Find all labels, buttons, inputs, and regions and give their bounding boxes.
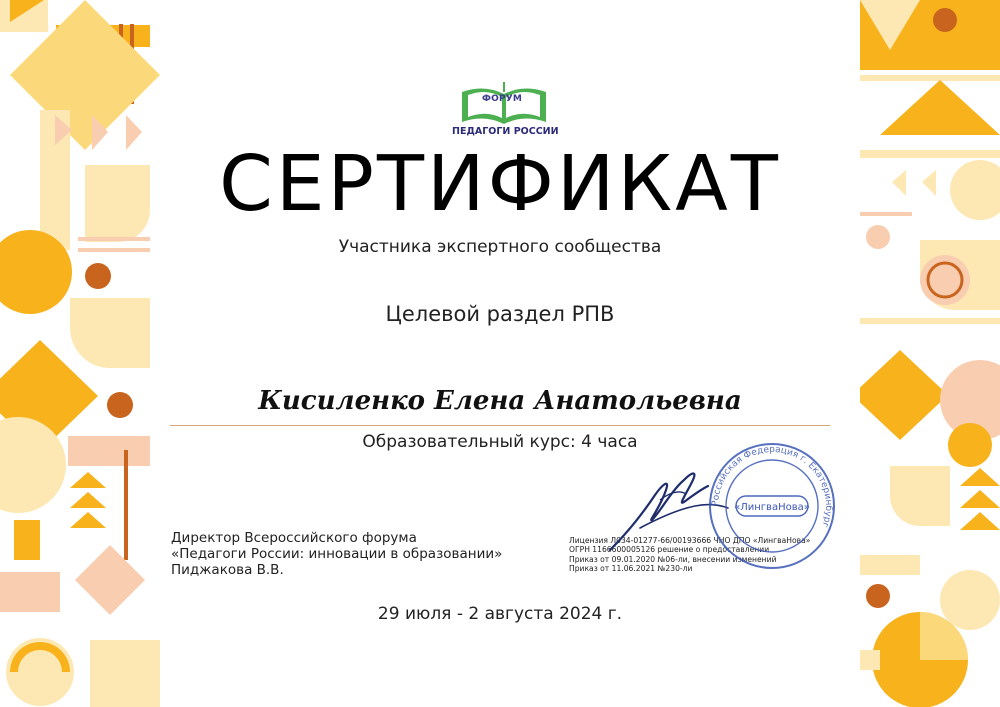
- open-book-icon: [456, 82, 552, 128]
- left-decorative-pattern: [0, 0, 160, 707]
- stamp-icon: [706, 440, 838, 572]
- stamp-center-text: «ЛингваНова»: [734, 502, 810, 513]
- certificate-topic: Целевой раздел РПВ: [385, 302, 615, 326]
- forum-logo: [452, 82, 559, 142]
- director-name: Пиджакова В.В.: [171, 562, 284, 578]
- forum-name: «Педагоги России: инновации в образовании»: [171, 546, 503, 562]
- logo-bottom-text: ПЕДАГОГИ РОССИИ: [452, 126, 559, 137]
- event-dates: 29 июля - 2 августа 2024 г.: [377, 604, 623, 624]
- license-line-1: Лицензия Л034-01277-66/00193666 ЧНО ДПО «ЛингваНова»: [569, 536, 811, 545]
- license-line-3: Приказ от 09.01.2020 №06-ли, внесении изменений: [569, 554, 777, 564]
- director-title: Директор Всероссийского форума: [171, 530, 417, 546]
- director-block: [171, 530, 502, 578]
- course-hours: Образовательный курс: 4 часа: [362, 432, 638, 452]
- certificate-title: СЕРТИФИКАТ: [219, 140, 781, 229]
- license-line-2: ОГРН 1166600005126 решение о предоставлении: [569, 545, 770, 555]
- stamp-outer-text: Российская Федерация г. Екатеринбург: [710, 444, 834, 529]
- logo-top-text: ФОРУМ: [482, 94, 523, 104]
- certificate-subtitle: Участника экспертного сообщества: [338, 237, 662, 257]
- recipient-name: Кисиленко Елена Анатольевна: [258, 386, 742, 416]
- license-line-4: Приказ от 11.06.2021 №230-ли: [569, 564, 693, 574]
- name-underline: [170, 425, 830, 426]
- right-decorative-pattern: [860, 0, 1000, 707]
